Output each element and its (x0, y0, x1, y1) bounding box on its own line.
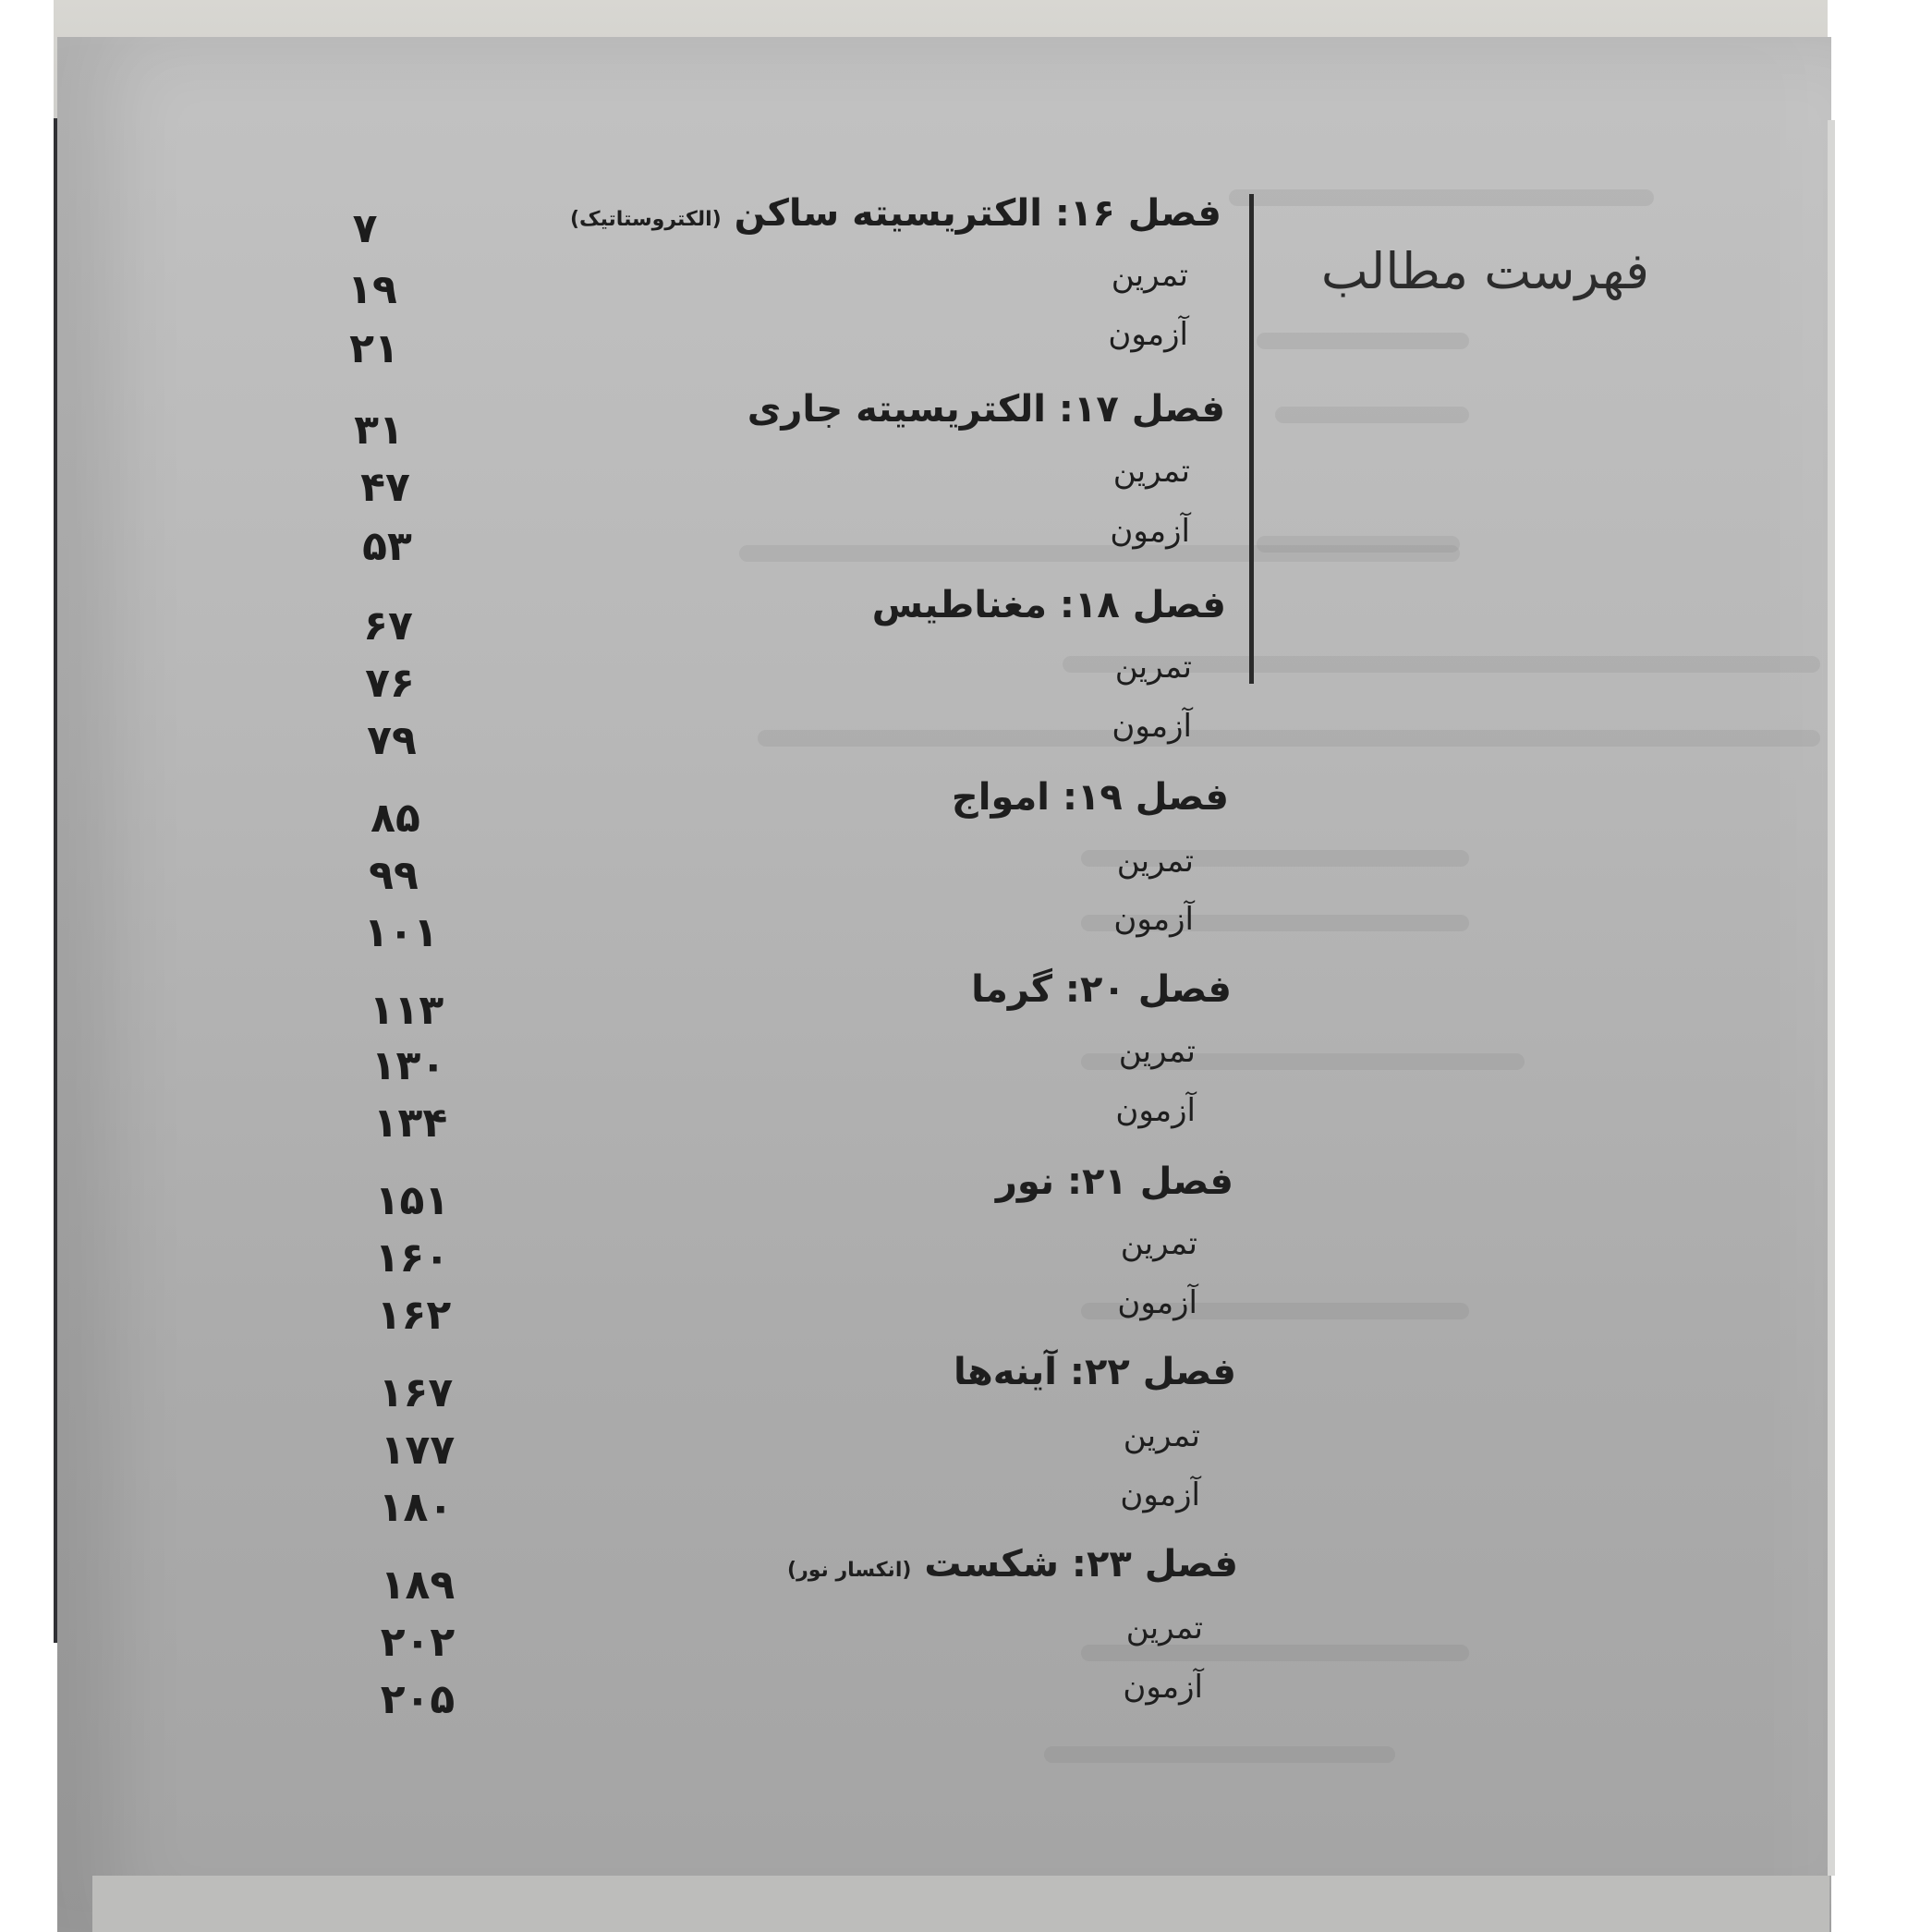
chapter-23-heading (787, 1543, 1238, 1586)
chapter-22-quiz-page: ۱۸۰ (378, 1484, 454, 1531)
chapter-19-page: ۸۵ (371, 795, 420, 842)
chapter-16-exercise-page: ۱۹ (347, 266, 397, 313)
chapter-20-heading (971, 968, 1232, 1011)
chapter-20-exercise: تمرین (1118, 1033, 1196, 1070)
chapter-17-quiz: آزمون (1110, 513, 1190, 550)
chapter-16-heading (570, 192, 1221, 235)
chapter-heading-text: فصل ۲۲: آینه‌ها (953, 1351, 1236, 1393)
chapter-heading-text: فصل ۲۱: نور (995, 1160, 1233, 1203)
chapter-21-quiz-page: ۱۶۲ (376, 1292, 452, 1339)
chapter-heading-text: فصل ۱۶: الکتریسیته ساکن (734, 192, 1221, 235)
chapter-23-exercise-page: ۲۰۲ (380, 1619, 456, 1666)
chapter-heading-text: فصل ۲۳: شکست (924, 1543, 1238, 1586)
chapter-22-page: ۱۶۷ (378, 1369, 454, 1416)
show-through-line (1257, 333, 1469, 349)
chapter-16-page: ۷ (352, 205, 378, 252)
chapter-21-exercise-page: ۱۶۰ (374, 1234, 450, 1282)
show-through-line (739, 545, 1460, 562)
chapter-heading-note: (الکتروستاتیک) (569, 208, 722, 231)
title-divider (1249, 194, 1254, 684)
chapter-22-quiz: آزمون (1120, 1476, 1200, 1513)
chapter-21-heading (996, 1160, 1233, 1203)
show-through-line (1229, 189, 1654, 206)
chapter-17-page: ۳۱ (354, 407, 404, 454)
chapter-20-quiz: آزمون (1115, 1092, 1196, 1129)
chapter-17-exercise: تمرین (1112, 453, 1190, 490)
chapter-16-exercise: تمرین (1111, 257, 1188, 294)
chapter-16-quiz-page: ۲۱ (349, 325, 399, 372)
chapter-23-quiz-page: ۲۰۵ (380, 1676, 456, 1723)
chapter-18-quiz-page: ۷۹ (367, 717, 417, 764)
chapter-heading-text: فصل ۲۰: گرما (971, 968, 1232, 1011)
chapter-18-exercise-page: ۷۶ (365, 660, 415, 707)
chapter-19-heading (952, 776, 1229, 819)
chapter-19-exercise: تمرین (1116, 843, 1194, 880)
chapter-17-exercise-page: ۴۷ (360, 464, 410, 511)
chapter-23-page: ۱۸۹ (380, 1561, 456, 1609)
chapter-heading-note: (انکسار نور) (787, 1559, 912, 1582)
chapter-23-exercise: تمرین (1125, 1610, 1203, 1646)
show-through-line (758, 730, 1820, 747)
chapter-22-heading (954, 1351, 1236, 1393)
chapter-21-exercise: تمرین (1120, 1225, 1197, 1262)
chapter-17-heading (747, 388, 1225, 431)
chapter-22-exercise: تمرین (1123, 1417, 1200, 1454)
chapter-20-quiz-page: ۱۳۴ (372, 1100, 448, 1147)
chapter-heading-text: فصل ۱۸: مغناطیس (871, 584, 1226, 626)
chapter-19-quiz: آزمون (1113, 901, 1194, 938)
chapter-20-exercise-page: ۱۳۰ (371, 1042, 446, 1089)
chapter-19-exercise-page: ۹۹ (369, 852, 419, 899)
chapter-17-quiz-page: ۵۳ (362, 523, 412, 570)
chapter-23-quiz: آزمون (1123, 1669, 1203, 1706)
chapter-18-heading (872, 584, 1226, 626)
toc-title: فهرست مطالب (1320, 242, 1649, 300)
chapter-19-quiz-page: ۱۰۱ (363, 909, 439, 956)
chapter-heading-text: فصل ۱۷: الکتریسیته جاری (747, 388, 1225, 431)
show-through-line (1275, 407, 1469, 423)
bottom-sheet (92, 1876, 1829, 1932)
book-page (57, 37, 1831, 1932)
chapter-21-quiz: آزمون (1117, 1284, 1197, 1321)
chapter-18-page: ۶۷ (363, 602, 413, 650)
show-through-line (1044, 1746, 1395, 1763)
chapter-22-exercise-page: ۱۷۷ (380, 1427, 456, 1474)
show-through-line (1081, 1645, 1469, 1661)
chapter-20-page: ۱۱۳ (369, 987, 444, 1034)
chapter-heading-text: فصل ۱۹: امواج (951, 776, 1229, 819)
chapter-18-exercise: تمرین (1114, 649, 1192, 686)
chapter-16-quiz: آزمون (1108, 316, 1188, 353)
page-edge (1828, 120, 1835, 1876)
chapter-18-quiz: آزمون (1112, 708, 1192, 745)
chapter-21-page: ۱۵۱ (374, 1177, 450, 1224)
